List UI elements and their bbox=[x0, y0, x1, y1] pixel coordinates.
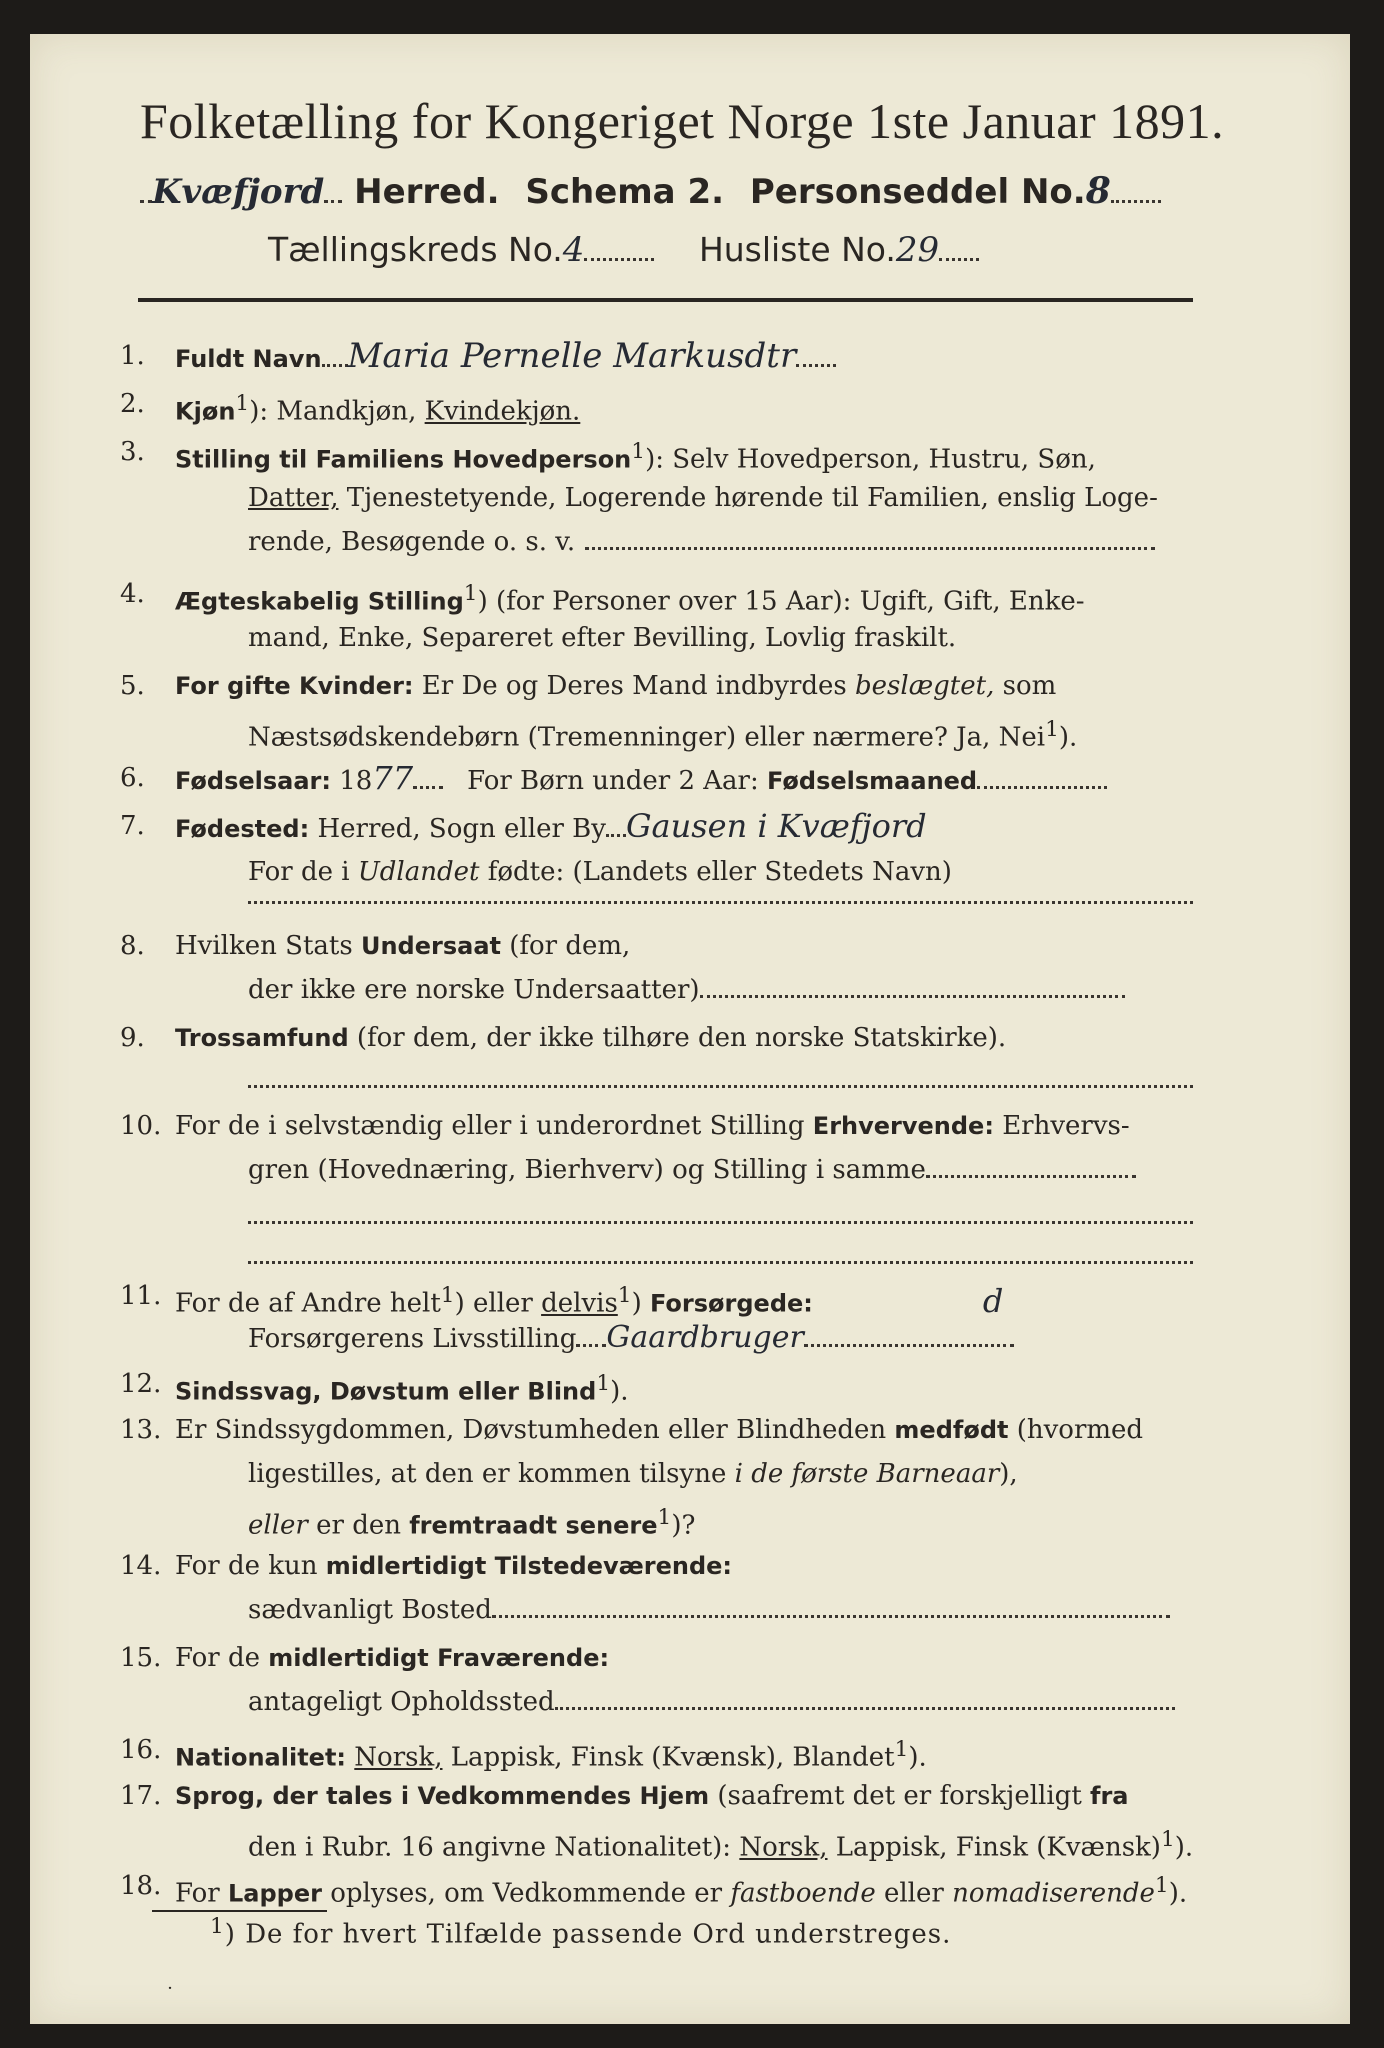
herred-label: Herred. bbox=[354, 172, 500, 212]
item-number: 11. bbox=[120, 1281, 162, 1311]
fravaer-text: For de bbox=[175, 1643, 269, 1673]
udlandet-text-a: For de i bbox=[248, 857, 358, 887]
footnote-rule bbox=[152, 1910, 327, 1912]
gifte-kvinder-question: Næstsødskendebørn (Tremenninger) eller nærmere? Ja, Nei bbox=[248, 722, 1046, 753]
footnote bbox=[210, 1914, 951, 1950]
footnote-ref: 1 bbox=[463, 581, 478, 606]
fodselsaar-handwriting: 77 bbox=[372, 759, 414, 797]
fodselsmaaned-text: For Børn under 2 Aar: bbox=[467, 766, 767, 796]
footnote-ref: 1 bbox=[1154, 1873, 1169, 1898]
footnote-marker: 1 bbox=[210, 1914, 225, 1939]
tilstede-text: For de kun bbox=[175, 1551, 326, 1581]
aegteskabelig-options-2: mand, Enke, Separeret efter Bevilling, Lovlig fraskilt. bbox=[248, 623, 957, 653]
footnote-ref: 1 bbox=[1160, 1827, 1175, 1852]
fodested-text: Herred, Sogn eller By bbox=[309, 814, 606, 844]
stilling-selected: Datter, bbox=[248, 483, 339, 513]
sindssvag-label: Sindssvag, Døvstum eller Blind bbox=[175, 1377, 597, 1406]
erhverv-text-b: Erhvervs- bbox=[993, 1111, 1130, 1141]
medfodt-text-a: Er Sindssygdommen, Døvstumheden eller Blindheden bbox=[175, 1415, 895, 1445]
fuldt-navn-label: Fuldt Navn bbox=[175, 345, 322, 373]
husliste-label: Husliste No. bbox=[698, 230, 896, 269]
gifte-kvinder-end: som bbox=[994, 671, 1057, 701]
item-number: 14. bbox=[120, 1551, 162, 1581]
senere-text: er den bbox=[307, 1510, 410, 1541]
tilsyne-close: ), bbox=[999, 1459, 1018, 1489]
sindssvag-close: ). bbox=[610, 1376, 629, 1407]
trossamfund-text: (for dem, der ikke tilhøre den norske Statskirke). bbox=[348, 1023, 1007, 1053]
udlandet-text-b: fødte: (Landets eller Stedets Navn) bbox=[479, 857, 952, 887]
forsorgede-handwriting: d bbox=[982, 1281, 1004, 1320]
lapper-label: Lapper bbox=[227, 1879, 322, 1908]
kreds-handwriting: 4 bbox=[562, 230, 585, 270]
nationalitet-label: Nationalitet: bbox=[175, 1743, 347, 1772]
fodselsaar-label: Fødselsaar: bbox=[175, 767, 331, 795]
fodested-label: Fødested: bbox=[175, 815, 310, 843]
stilling-options-2: Tjenestetyende, Logerende hørende til Familien, enslig Loge- bbox=[338, 483, 1158, 513]
kreds-label: Tællingskreds No. bbox=[268, 230, 563, 269]
livsstilling-handwriting: Gaardbruger bbox=[606, 1320, 804, 1355]
sprog-options: Lappisk, Finsk (Kvænsk) bbox=[827, 1832, 1161, 1863]
delvis-selected: delvis bbox=[541, 1288, 618, 1319]
kjon-options: ): Mandkjøn, bbox=[249, 396, 425, 427]
fodested-handwriting: Gausen i Kvæfjord bbox=[625, 807, 927, 845]
tilstedevaerende-label: midlertidigt Tilstedeværende: bbox=[325, 1552, 733, 1580]
item-number: 17. bbox=[120, 1781, 162, 1811]
sprog-selected: Norsk, bbox=[739, 1832, 828, 1863]
name-handwriting: Maria Pernelle Markusdtr bbox=[347, 336, 797, 376]
sprog-text: (saafremt det er forskjelligt bbox=[709, 1781, 1091, 1811]
gifte-kvinder-label: For gifte Kvinder: bbox=[175, 672, 414, 700]
bosted-label: sædvanligt Bosted bbox=[248, 1595, 492, 1625]
fremtraadt-label: fremtraadt senere bbox=[409, 1511, 658, 1540]
item-number: 16. bbox=[120, 1735, 162, 1765]
medfodt-label: medfødt bbox=[894, 1416, 1009, 1444]
schema-label: Schema 2. bbox=[525, 172, 725, 212]
undersaat-label: Undersaat bbox=[360, 932, 501, 960]
lapper-close: ). bbox=[1168, 1878, 1188, 1909]
nationalitet-options: Lappisk, Finsk (Kvænsk), Blandet bbox=[442, 1742, 895, 1773]
item-number: 5. bbox=[120, 671, 145, 701]
item-number: 12. bbox=[120, 1369, 162, 1399]
forsorgede-label: Forsørgede: bbox=[650, 1289, 813, 1318]
erhverv-text-a: For de i selvstændig eller i underordnet Stilling bbox=[175, 1111, 813, 1141]
gifte-kvinder-close: ). bbox=[1058, 722, 1078, 753]
forsorger-livsstilling-label: Forsørgerens Livsstilling bbox=[248, 1324, 577, 1354]
tilsyne-text: ligestilles, at den er kommen tilsyne bbox=[248, 1459, 735, 1489]
item-number: 2. bbox=[120, 389, 145, 419]
kreds-line bbox=[268, 230, 979, 270]
herred-line bbox=[140, 170, 1161, 212]
fodselsaar-prefix: 18 bbox=[331, 766, 373, 796]
udlandet-word: Udlandet bbox=[357, 857, 480, 887]
fodselsmaaned-label: Fødselsmaaned bbox=[767, 767, 978, 795]
footnote-ref: 1 bbox=[631, 439, 646, 464]
erhvervende-label: Erhvervende: bbox=[812, 1112, 994, 1140]
aegteskabelig-label: Ægteskabelig Stilling bbox=[175, 587, 464, 616]
item-number: 8. bbox=[120, 931, 145, 961]
erhverv-text-c: gren (Hovednæring, Bierhverv) og Stilling i samme bbox=[248, 1155, 926, 1185]
footnote-text: ) De for hvert Tilfælde passende Ord understreges. bbox=[224, 1919, 952, 1950]
aegteskabelig-options-1: ) (for Personer over 15 Aar): Ugift, Gift, Enke- bbox=[477, 586, 1085, 617]
trossamfund-label: Trossamfund bbox=[175, 1024, 349, 1052]
footnote-ref: 1 bbox=[596, 1371, 611, 1396]
forsorgede-text-b: ) eller bbox=[454, 1288, 542, 1319]
sprog-close: ). bbox=[1174, 1832, 1194, 1863]
nationalitet-close: ). bbox=[908, 1742, 927, 1773]
undersaat-text-c: der ikke ere norske Undersaatter) bbox=[248, 975, 700, 1005]
item-number: 18. bbox=[120, 1871, 162, 1901]
footnote-ref: 1 bbox=[440, 1283, 455, 1308]
stilling-label: Stilling til Familiens Hovedperson bbox=[175, 445, 632, 474]
personseddel-handwriting: 8 bbox=[1085, 170, 1111, 212]
item-number: 1. bbox=[120, 341, 145, 371]
nationalitet-selected: Norsk, bbox=[354, 1742, 443, 1773]
sprog-fra: fra bbox=[1090, 1782, 1129, 1810]
item-number: 9. bbox=[120, 1023, 145, 1053]
nomadiserende-word: nomadiserende bbox=[952, 1878, 1155, 1909]
footnote-ref: 1 bbox=[657, 1505, 672, 1530]
medfodt-text-b: (hvormed bbox=[1008, 1415, 1144, 1445]
item-number: 6. bbox=[120, 763, 145, 793]
item-number: 3. bbox=[120, 437, 145, 467]
gifte-kvinder-text: Er De og Deres Mand indbyrdes bbox=[413, 671, 856, 701]
stilling-options-3: rende, Besøgende o. s. v. bbox=[248, 527, 576, 557]
footnote-ref: 1 bbox=[894, 1737, 909, 1762]
forsorgede-text-c: ) bbox=[631, 1288, 650, 1319]
item-number: 13. bbox=[120, 1415, 162, 1445]
lapper-text-b: oplyses, om Vedkommende er bbox=[321, 1878, 731, 1909]
footnote-ref: 1 bbox=[617, 1283, 632, 1308]
opholdssted-label: antageligt Opholdssted bbox=[248, 1687, 555, 1717]
personseddel-label: Personseddel No. bbox=[749, 172, 1086, 212]
lapper-text-a: For bbox=[175, 1878, 228, 1909]
item-number: 7. bbox=[120, 811, 145, 841]
lapper-text-c: eller bbox=[875, 1878, 953, 1909]
header-rule bbox=[138, 298, 1193, 302]
kjon-label: Kjøn bbox=[175, 397, 236, 426]
herred-handwriting: Kvæfjord bbox=[152, 172, 325, 212]
undersaat-text-b: (for dem, bbox=[500, 931, 631, 961]
eller-word: eller bbox=[248, 1510, 308, 1541]
footnote-ref: 1 bbox=[235, 391, 250, 416]
item-number: 10. bbox=[120, 1111, 162, 1141]
item-number: 15. bbox=[120, 1643, 162, 1673]
fremtraadt-close: )? bbox=[671, 1510, 696, 1541]
beslaegtet-word: beslægtet, bbox=[855, 671, 995, 701]
sprog-label: Sprog, der tales i Vedkommendes Hjem bbox=[175, 1782, 710, 1810]
sprog-nationalitet-text: den i Rubr. 16 angivne Nationalitet): bbox=[248, 1832, 740, 1863]
kjon-selected: Kvindekjøn. bbox=[424, 396, 581, 427]
undersaat-text-a: Hvilken Stats bbox=[175, 931, 361, 961]
footnote-ref: 1 bbox=[1045, 717, 1059, 742]
fravaerende-label: midlertidigt Fraværende: bbox=[268, 1644, 610, 1672]
forsorgede-text-a: For de af Andre helt bbox=[175, 1288, 441, 1319]
barneaar-text: i de første Barneaar bbox=[734, 1459, 1000, 1489]
husliste-handwriting: 29 bbox=[895, 230, 940, 270]
item-number: 4. bbox=[120, 579, 145, 609]
fastboende-word: fastboende bbox=[730, 1878, 876, 1909]
form-title: Folketælling for Kongeriget Norge 1ste Januar 1891. bbox=[140, 93, 1225, 149]
stilling-options-1: ): Selv Hovedperson, Hustru, Søn, bbox=[645, 444, 1096, 475]
